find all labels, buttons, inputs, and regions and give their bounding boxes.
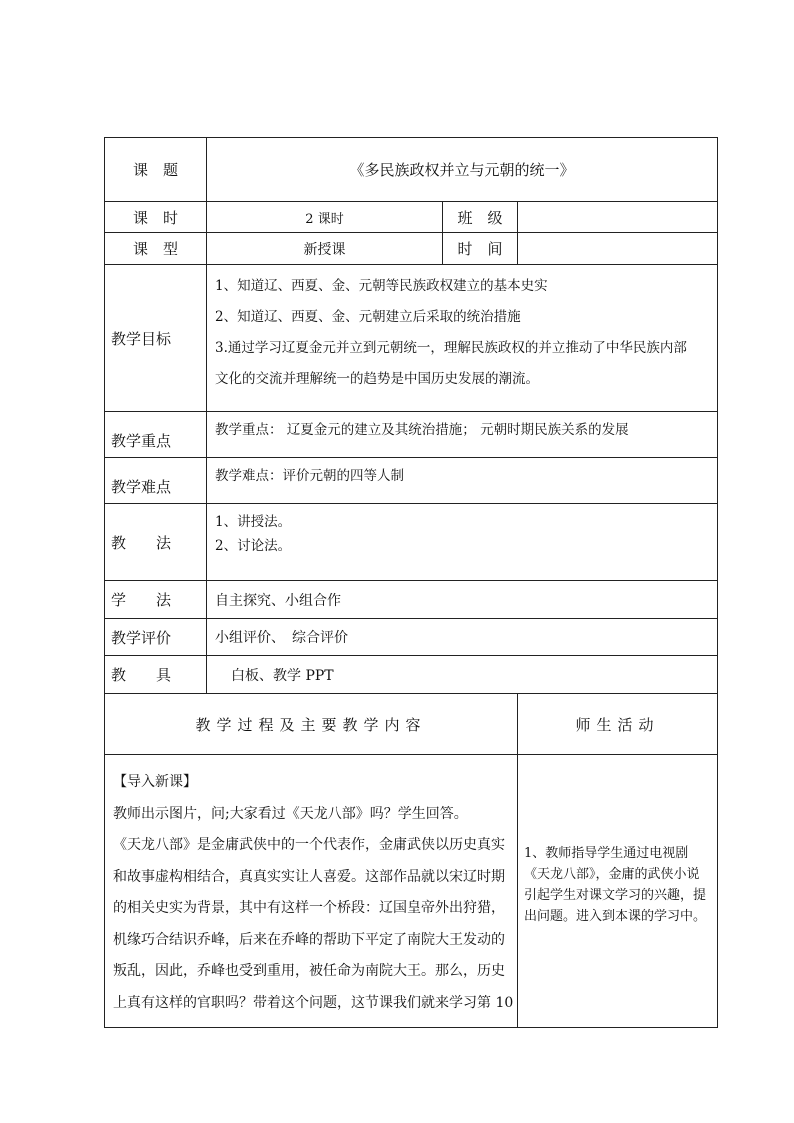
goals-list xyxy=(207,265,718,412)
teacher-student-activity: 1、教师指导学生通过电视剧《天龙八部》，金庸的武侠小说引起学生对课文学习的兴趣，提出问题。进入到本课的学习中。 xyxy=(518,755,718,1028)
process-header-right: 师生活动 xyxy=(518,694,718,755)
process-line: 【导入新课】 xyxy=(113,774,197,790)
process-line: 《天龙八部》是金庸武侠中的一个代表作，金庸武侠以历史真实 xyxy=(113,837,505,853)
process-line: 和故事虚构相结合，真真实实让人喜爱。这部作品就以宋辽时期 xyxy=(113,868,505,885)
goal-item: 3.通过学习辽夏金元并立到元朝统一，理解民族政权的并立推动了中华民族内部 xyxy=(215,340,687,356)
label-type: 课 型 xyxy=(105,233,207,265)
process-line: 教师出示图片，问;大家看过《天龙八部》吗？学生回答。 xyxy=(113,805,468,822)
label-topic: 课 题 xyxy=(105,138,207,202)
tools-value: 白板、教学 PPT xyxy=(207,656,718,694)
label-time: 时 间 xyxy=(443,233,518,265)
evaluation-value: 小组评价、 综合评价 xyxy=(207,619,718,656)
type-value: 新授课 xyxy=(207,233,443,265)
hours-value: 2 课时 xyxy=(207,202,443,233)
row-evaluation xyxy=(105,619,718,656)
row-process-body xyxy=(105,755,718,1028)
label-evaluation: 教学评价 xyxy=(105,619,207,656)
process-line: 的相关史实为背景，其中有这样一个桥段：辽国皇帝外出狩猎， xyxy=(113,900,505,916)
goal-item: 2、知道辽、西夏、金、元朝建立后采取的统治措施 xyxy=(215,309,521,325)
label-hours: 课 时 xyxy=(105,202,207,233)
label-difficulties: 教学难点 xyxy=(105,458,207,504)
row-methods xyxy=(105,504,718,581)
row-hours xyxy=(105,202,718,233)
time-value xyxy=(518,233,718,265)
process-line: 机缘巧合结识乔峰，后来在乔峰的帮助下平定了南院大王发动的 xyxy=(113,931,505,948)
difficulties-value: 教学难点：评价元朝的四等人制 xyxy=(207,458,718,504)
label-goals: 教学目标 xyxy=(105,265,207,412)
label-key-points: 教学重点 xyxy=(105,412,207,458)
row-key-points xyxy=(105,412,718,458)
method-item: 1、讲授法。 xyxy=(215,514,292,530)
process-header-left: 教学过程及主要教学内容 xyxy=(105,694,518,755)
study-value: 自主探究、小组合作 xyxy=(207,581,718,619)
label-methods: 教 法 xyxy=(105,504,207,581)
topic-value: 《多民族政权并立与元朝的统一》 xyxy=(207,138,718,202)
class-value xyxy=(518,202,718,233)
lesson-plan-table xyxy=(104,137,718,1028)
process-line: 上真有这样的官职吗？带着这个问题，这节课我们就来学习第 10 xyxy=(113,994,514,1011)
label-class: 班 级 xyxy=(443,202,518,233)
row-process-header xyxy=(105,694,718,755)
row-type xyxy=(105,233,718,265)
row-tools xyxy=(105,656,718,694)
process-line: 叛乱，因此，乔峰也受到重用，被任命为南院大王。那么，历史 xyxy=(113,963,505,979)
goal-item: 1、知道辽、西夏、金、元朝等民族政权建立的基本史实 xyxy=(215,278,548,294)
method-item: 2、讨论法。 xyxy=(215,538,292,554)
goal-item: 文化的交流并理解统一的趋势是中国历史发展的潮流。 xyxy=(215,371,539,387)
methods-list xyxy=(207,504,718,581)
key-points-value: 教学重点： 辽夏金元的建立及其统治措施； 元朝时期民族关系的发展 xyxy=(207,412,718,458)
label-study: 学 法 xyxy=(105,581,207,619)
row-study xyxy=(105,581,718,619)
label-tools: 教 具 xyxy=(105,656,207,694)
row-goals xyxy=(105,265,718,412)
process-body xyxy=(105,755,518,1028)
row-difficulties xyxy=(105,458,718,504)
row-topic xyxy=(105,138,718,202)
